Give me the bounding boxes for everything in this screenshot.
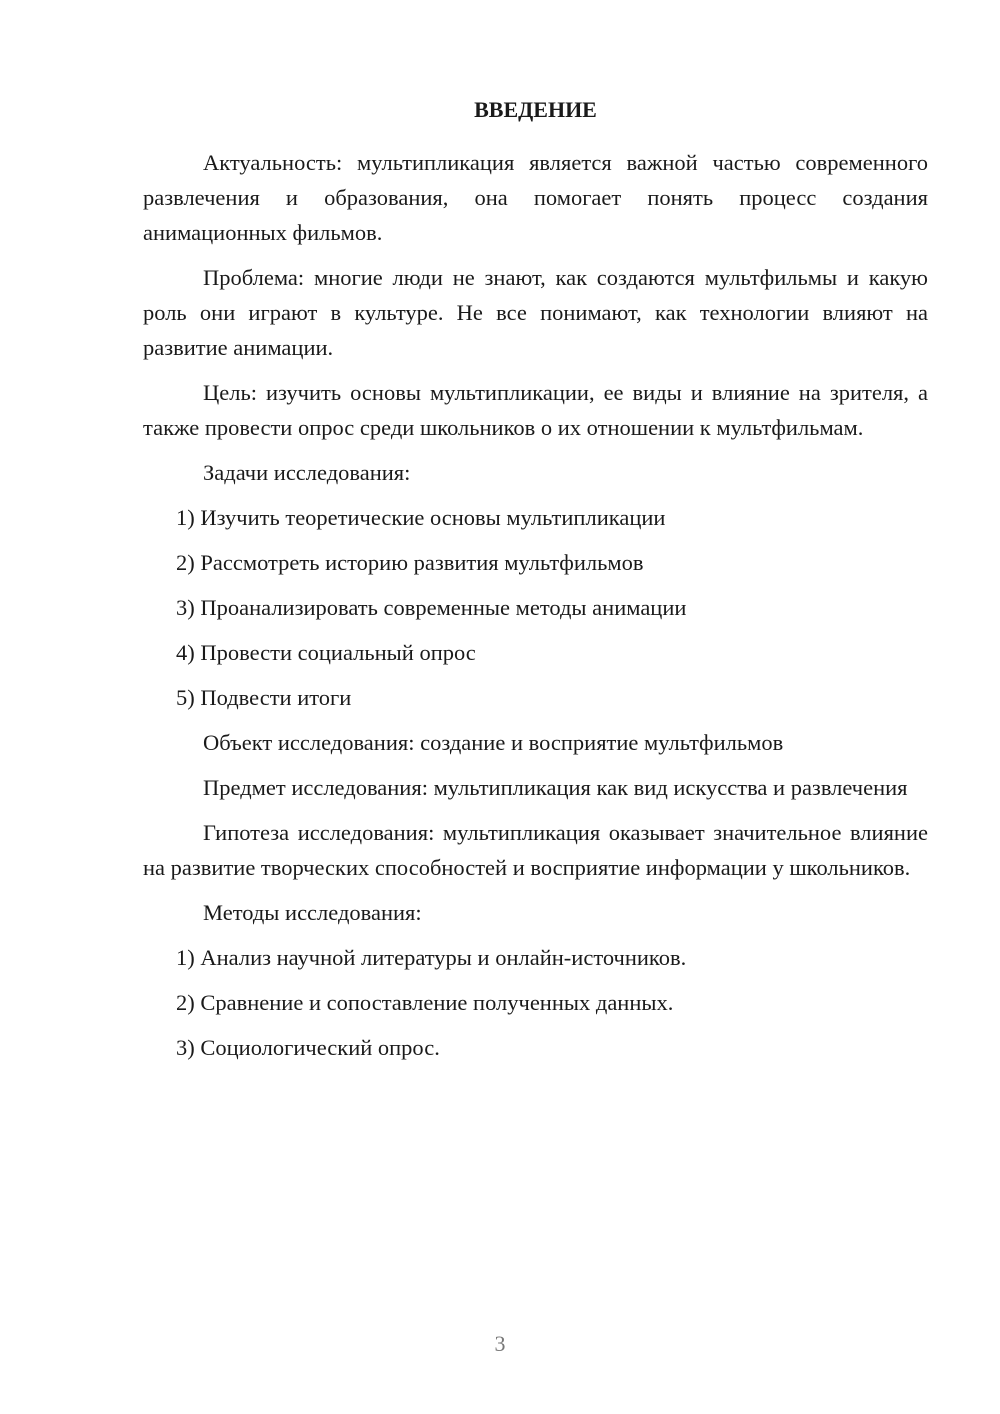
- method-item: 2) Сравнение и сопоставление полученных данных.: [176, 990, 674, 1015]
- method-item: 3) Социологический опрос.: [176, 1035, 440, 1060]
- method-item: 1) Анализ научной литературы и онлайн-источников.: [176, 945, 687, 970]
- task-item: 2) Рассмотреть историю развития мультфильмов: [176, 550, 644, 575]
- problem-paragraph: Проблема: многие люди не знают, как создаются мультфильмы и какую роль они играют в культуре. Не все понимают, как технологии влияют на развитие анимации.: [143, 265, 928, 360]
- page-content: [143, 92, 928, 1075]
- task-item: 1) Изучить теоретические основы мультипликации: [176, 505, 666, 530]
- task-item: 4) Провести социальный опрос: [176, 640, 476, 665]
- object-line: Объект исследования: создание и восприятие мультфильмов: [203, 730, 784, 755]
- page-title: ВВЕДЕНИЕ: [474, 97, 597, 122]
- goal-paragraph: Цель: изучить основы мультипликации, ее виды и влияние на зрителя, а также провести опрос среди школьников о их отношении к мультфильмам.: [143, 380, 928, 440]
- task-item: 3) Проанализировать современные методы анимации: [176, 595, 687, 620]
- task-item: 5) Подвести итоги: [176, 685, 352, 710]
- hypothesis-paragraph: Гипотеза исследования: мультипликация оказывает значительное влияние на развитие творческих способностей и восприятие информации у школьников.: [143, 820, 928, 880]
- subject-paragraph: Предмет исследования: мультипликация как вид искусства и развлечения: [203, 775, 908, 800]
- page-number: 3: [494, 1331, 506, 1356]
- tasks-title: Задачи исследования:: [203, 460, 411, 485]
- methods-title: Методы исследования:: [203, 900, 422, 925]
- relevance-paragraph: Актуальность: мультипликация является важной частью современного развлечения и образования, она помогает понять процесс создания анимационных фильмов.: [143, 150, 928, 245]
